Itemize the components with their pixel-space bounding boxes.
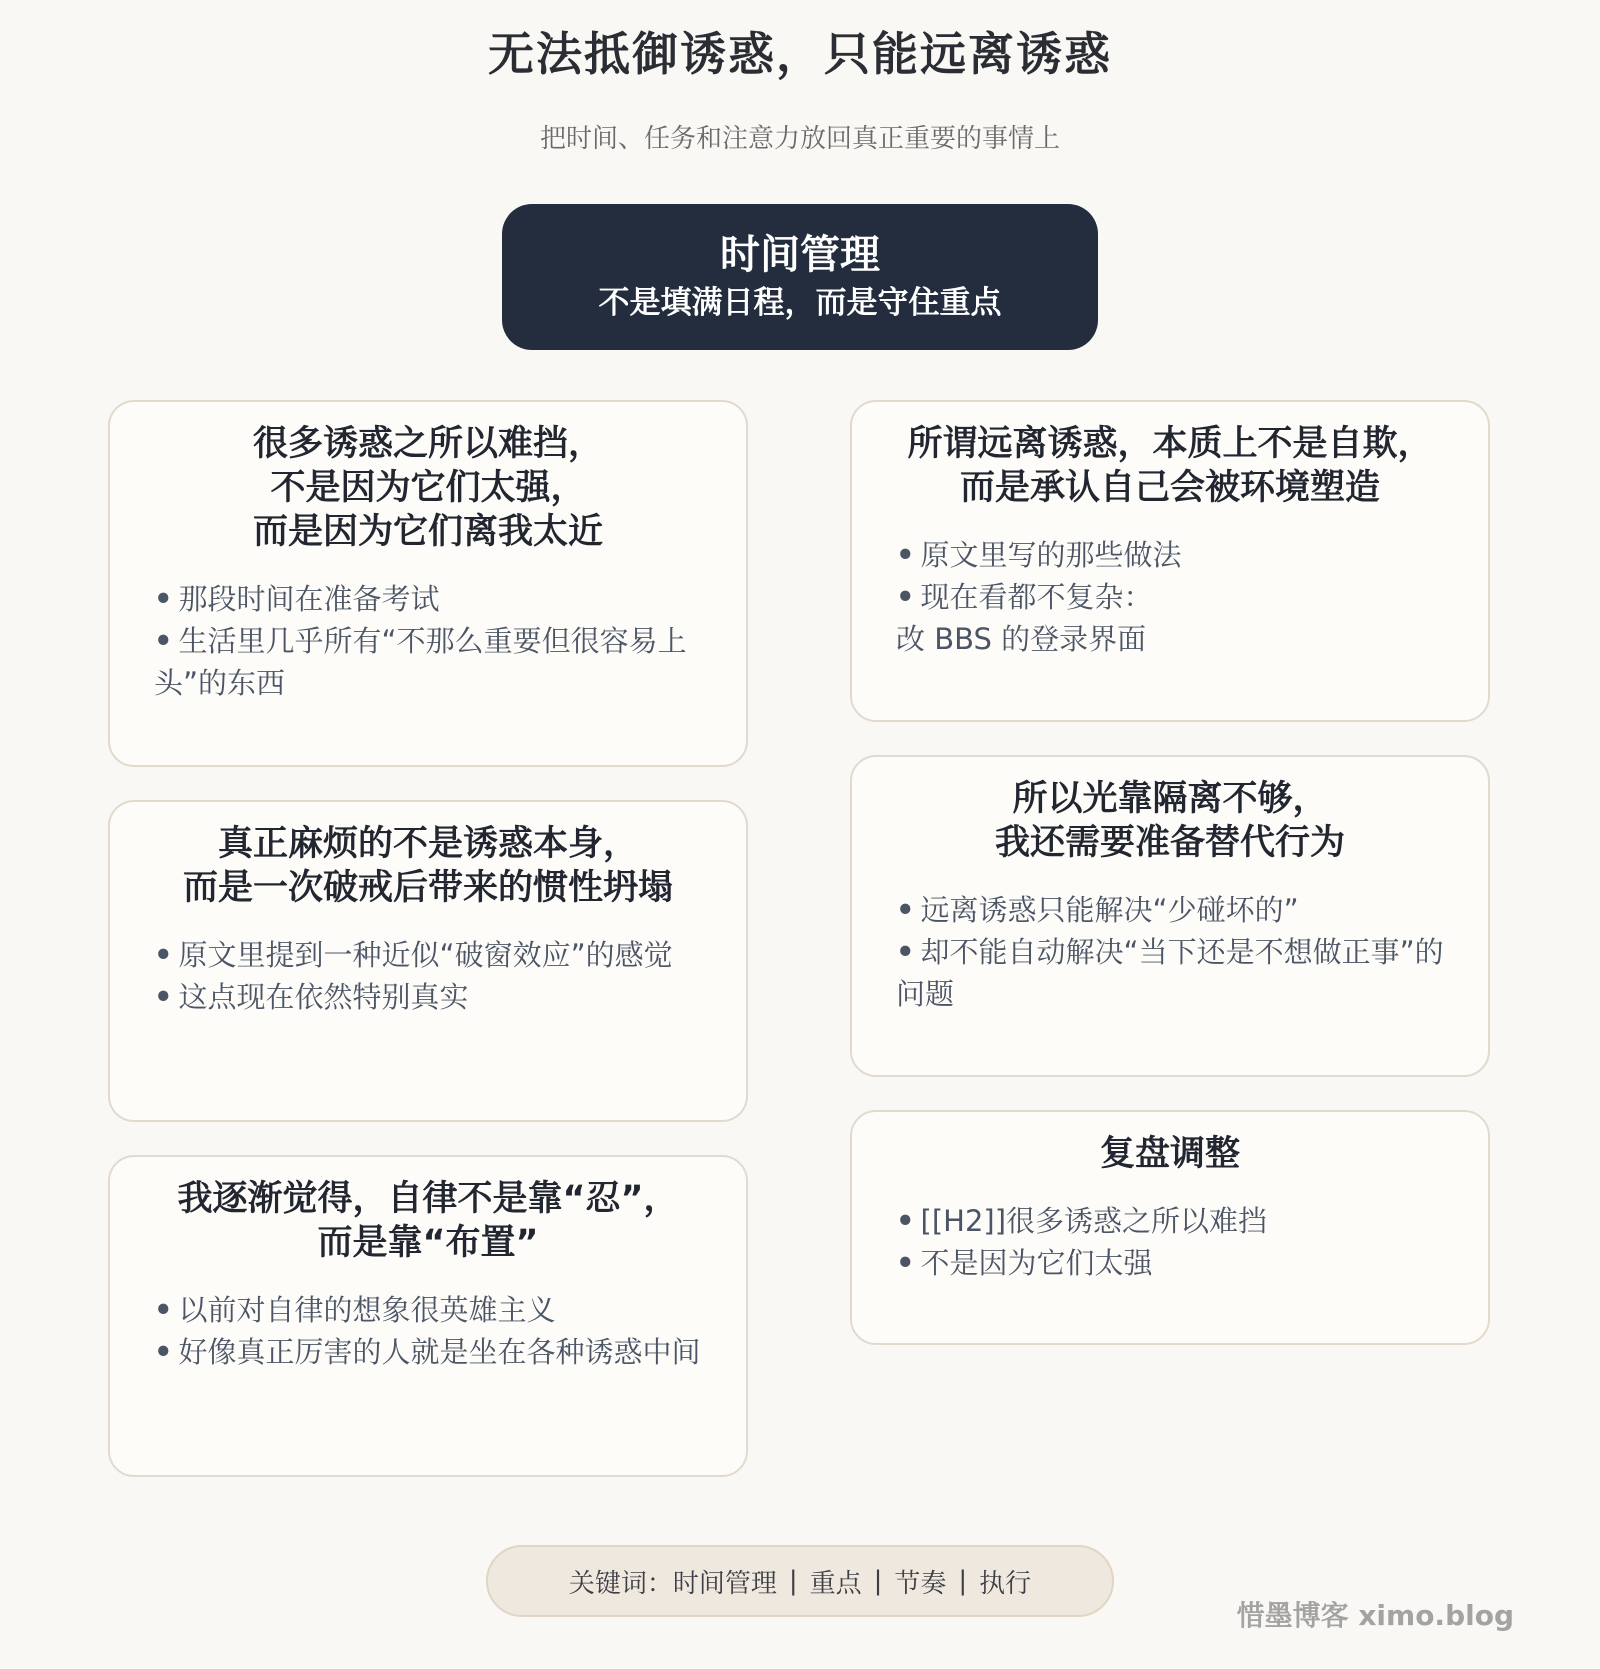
card-title: 所以光靠隔离不够， 我还需要准备替代行为 (994, 779, 1345, 863)
card-note: 改 BBS 的登录界面 (896, 622, 1147, 656)
list-item: • 原文里写的那些做法 (896, 538, 1182, 572)
list-item: • 却不能自动解决“当下还是不想做正事”的问题 (896, 935, 1444, 1011)
card-bullet-list (154, 1289, 702, 1373)
hero-title: 时间管理 (720, 232, 880, 278)
keywords-bar (486, 1545, 1114, 1617)
keyword-separator: | (873, 1566, 883, 1596)
card-bullet-list (154, 934, 702, 1018)
card-title: 所谓远离诱惑，本质上不是自欺， 而是承认自己会被环境塑造 (907, 424, 1433, 508)
page-title: 无法抵御诱惑，只能远离诱惑 (488, 27, 1112, 81)
bullet-icon: • (896, 893, 915, 927)
list-item: • 原文里提到一种近似“破窗效应”的感觉 (154, 938, 673, 972)
bullet-icon: • (154, 582, 173, 616)
list-item: • 那段时间在准备考试 (154, 582, 440, 616)
card-bullet-list (896, 534, 1444, 618)
keywords-label: 关键词： (568, 1568, 673, 1599)
keyword-tag: 重点 (809, 1568, 862, 1599)
card-bullet-list (896, 1200, 1444, 1284)
keyword-separator: | (958, 1566, 968, 1596)
card-title: 很多诱惑之所以难挡， 不是因为它们太强， 而是因为它们离我太近 (252, 424, 603, 552)
card-alternative-behavior (850, 755, 1490, 1077)
card-temptation-distance (108, 400, 748, 767)
card-title: 复盘调整 (1099, 1134, 1240, 1174)
bullet-icon: • (896, 935, 915, 969)
bullet-icon: • (896, 538, 915, 572)
card-inertia-collapse (108, 800, 748, 1122)
list-item: • 以前对自律的想象很英雄主义 (154, 1293, 556, 1327)
keyword-tag: 执行 (979, 1568, 1032, 1599)
list-item: • 好像真正厉害的人就是坐在各种诱惑中间 (154, 1335, 701, 1369)
bullet-icon: • (154, 980, 173, 1014)
list-item: • 生活里几乎所有“不那么重要但很容易上头”的东西 (154, 624, 687, 700)
bullet-icon: • (154, 624, 173, 658)
keyword-tag: 时间管理 (672, 1568, 777, 1599)
list-item: • [[H2]]很多诱惑之所以难挡 (896, 1204, 1268, 1238)
card-bullet-list (154, 578, 702, 704)
card-bullet-list (896, 889, 1444, 1015)
list-item: • 这点现在依然特别真实 (154, 980, 469, 1014)
bullet-icon: • (154, 938, 173, 972)
hero-box (502, 204, 1098, 350)
list-item: • 远离诱惑只能解决“少碰坏的” (896, 893, 1299, 927)
bullet-icon: • (154, 1293, 173, 1327)
hero-subtitle: 不是填满日程，而是守住重点 (598, 285, 1002, 321)
keyword-tag: 节奏 (894, 1568, 947, 1599)
bullet-icon: • (154, 1335, 173, 1369)
page-subtitle: 把时间、任务和注意力放回真正重要的事情上 (539, 124, 1060, 154)
list-item: • 不是因为它们太强 (896, 1246, 1153, 1280)
card-title: 我逐渐觉得，自律不是靠“忍”， 而是靠“布置” (177, 1179, 679, 1263)
card-review-adjust (850, 1110, 1490, 1345)
card-self-discipline-arrangement (108, 1155, 748, 1477)
watermark: 惜墨博客 ximo.blog (1236, 1599, 1514, 1632)
bullet-icon: • (896, 1204, 915, 1238)
bullet-icon: • (896, 1246, 915, 1280)
keyword-separator: | (788, 1566, 798, 1596)
card-title: 真正麻烦的不是诱惑本身， 而是一次破戒后带来的惯性坍塌 (182, 824, 673, 908)
list-item: • 现在看都不复杂： (896, 580, 1153, 614)
card-environment-shaping (850, 400, 1490, 722)
bullet-icon: • (896, 580, 915, 614)
